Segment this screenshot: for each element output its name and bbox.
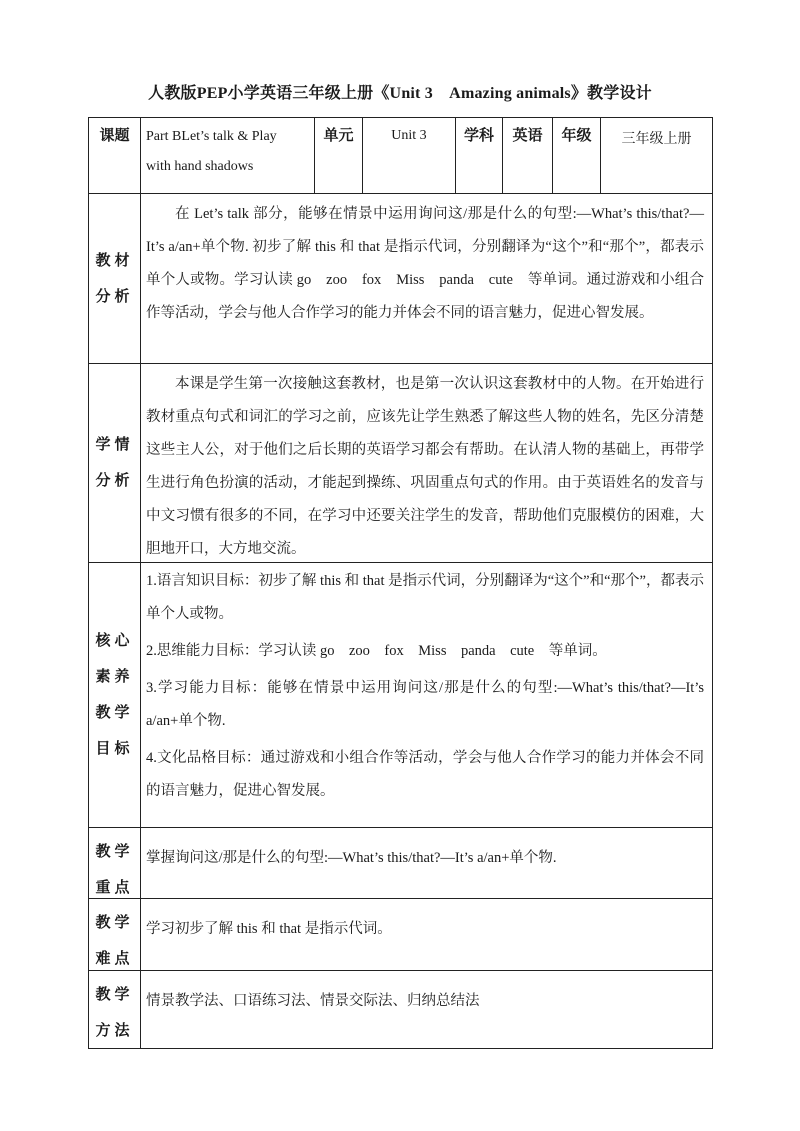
difficulties-label (89, 899, 141, 970)
difficulties-content (141, 899, 712, 970)
methods-row (89, 971, 712, 1049)
diff-label-line1: 教学 (95, 915, 134, 931)
methods-content (141, 971, 712, 1049)
unit-value: Unit 3 (363, 118, 456, 193)
key-points-label (89, 828, 141, 898)
lesson-design-table (88, 117, 713, 1049)
students-label-line1: 学情 (95, 437, 134, 453)
material-analysis-content (141, 194, 712, 363)
student-analysis-label (89, 364, 141, 562)
student-analysis-content (141, 364, 712, 562)
key-points-content (141, 828, 712, 898)
methods-text: 情景教学法、口语练习法、情景交际法、归纳总结法 (146, 993, 480, 1009)
methods-label-line2: 方法 (95, 1023, 134, 1039)
goals-label-line4: 目标 (95, 741, 134, 757)
lesson-value-line1: Part BLet’s talk & Play (146, 129, 277, 144)
students-label-line2: 分析 (95, 473, 134, 489)
subject-value: 英语 (503, 118, 553, 193)
header-row (89, 118, 712, 194)
goals-label-line1: 核心 (95, 633, 134, 649)
key-points-row (89, 828, 712, 899)
material-label-line1: 教材 (95, 252, 134, 269)
difficulties-text: 学习初步了解 this 和 that 是指示代词。 (146, 921, 392, 937)
core-goals-row (89, 563, 712, 828)
goals-label-line2: 素养 (95, 669, 134, 685)
page-title: 人教版PEP小学英语三年级上册《Unit 3 Amazing animals》教学设计 (148, 85, 652, 102)
core-goals-label (89, 563, 141, 827)
key-points-text: 掌握询问这/那是什么的句型:—What’s this/that?—It’s a/an+单个物. (146, 850, 557, 866)
goal-item-4: 4.文化品格目标：通过游戏和小组合作等活动，学会与他人合作学习的能力并体会不同的语言魅力，促进心智发展。 (146, 750, 704, 799)
student-analysis-row (89, 364, 712, 563)
grade-value: 三年级上册 (621, 132, 692, 147)
methods-label-line1: 教学 (95, 987, 134, 1003)
key-label-line1: 教学 (95, 844, 134, 860)
methods-label (89, 971, 141, 1049)
material-analysis-label (89, 194, 141, 363)
material-analysis-row (89, 194, 712, 364)
diff-label-line2: 难点 (95, 951, 134, 967)
unit-label: 单元 (315, 118, 363, 193)
lesson-value (141, 118, 315, 193)
goal-item-2: 2.思维能力目标：学习认读 go zoo fox Miss panda cute 等单词。 (146, 643, 607, 659)
student-analysis-text: 本课是学生第一次接触这套教材，也是第一次认识这套教材中的人物。在开始进行教材重点句式和词汇的学习之前，应该先让学生熟悉了解这些人物的姓名，先区分清楚这些主人公，对于他们之后长期的英语学习都会有帮助。在认清人物的基础上，再带学生进行角色扮演的活动，才能起到操练、巩固重点句式的作用。由于英语姓名的发音与中文习惯有很多的不同，在学习中还要关注学生的发音，帮助他们克服模仿的困难，大胆地开口，大方地交流。 (146, 376, 704, 557)
material-label-line2: 分析 (95, 288, 134, 305)
core-goals-content (141, 563, 712, 827)
grade-label: 年级 (553, 118, 601, 193)
goal-item-1: 1.语言知识目标：初步了解 this 和 that 是指示代词，分别翻译为“这个”和“那个”，都表示单个人或物。 (146, 573, 704, 622)
subject-label: 学科 (456, 118, 503, 193)
difficulties-row (89, 899, 712, 971)
lesson-label: 课题 (89, 118, 141, 193)
key-label-line2: 重点 (95, 880, 134, 896)
goal-item-3: 3.学习能力目标：能够在情景中运用询问这/那是什么的句型:—What’s this/that?—It’s a/an+单个物. (146, 680, 704, 729)
lesson-value-line2: with hand shadows (146, 159, 254, 174)
goals-label-line3: 教学 (95, 705, 134, 721)
material-analysis-text: 在 Let’s talk 部分，能够在情景中运用询问这/那是什么的句型:—What’s this/that?—It’s a/an+单个物. 初步了解 this 和 that 是指示代词，分别翻译为“这个”和“那个”，都表示单个人或物。学习认读 go zoo fox Miss panda cute 等单词。通过游戏和小组合作等活动，学会与他人合作学习的能力并体会不同的语言魅力，促进心智发展。 (146, 206, 704, 321)
